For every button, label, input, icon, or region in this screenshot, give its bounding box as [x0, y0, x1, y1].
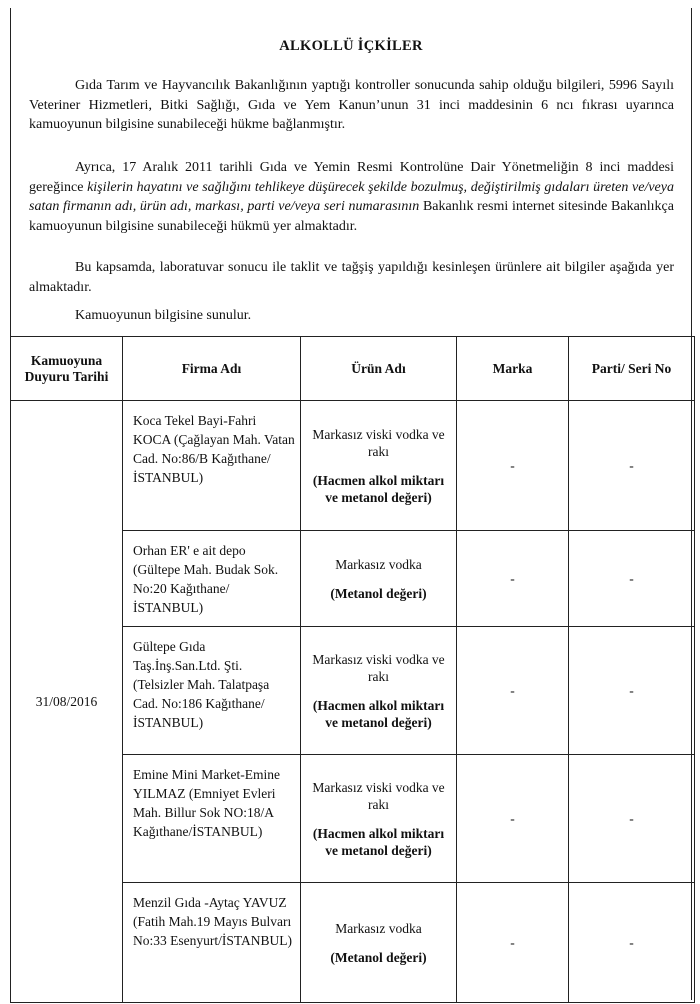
- table-header-row: [11, 337, 695, 401]
- paragraph-scope: [29, 258, 674, 297]
- analysis-note: (Metanol değeri): [330, 949, 427, 965]
- header-firm-name: Firma Adı: [123, 337, 301, 401]
- analysis-note: (Metanol değeri): [330, 585, 427, 601]
- paragraph-regulation-text-c: Bakanlık resmi internet sitesinde Bakanlıkça kamuoyunun bilgisine sunabileceği hükmü yer almaktadır.: [29, 199, 674, 234]
- product-cell: [301, 755, 457, 883]
- announcement-date-cell: 31/08/2016: [11, 401, 123, 1003]
- product-cell: [301, 883, 457, 1003]
- firm-cell: Menzil Gıda -Aytaç YAVUZ (Fatih Mah.19 Mayıs Bulvarı No:33 Esenyurt/İSTANBUL): [123, 883, 301, 1003]
- paragraph-scope-text: Bu kapsamda, laboratuvar sonucu ile taklit ve tağşiş yapıldığı kesinleşen ürünlere ait bilgiler aşağıda yer almaktadır.: [29, 260, 674, 295]
- lot-cell: -: [569, 755, 695, 883]
- firm-cell: Koca Tekel Bayi-Fahri KOCA (Çağlayan Mah. Vatan Cad. No:86/B Kağıthane/İSTANBUL): [123, 401, 301, 531]
- paragraph-regulation: [29, 158, 674, 236]
- brand-cell: -: [457, 627, 569, 755]
- paragraph-regulation-text-a: Ayrıca, 17 Aralık 2011 tarihli Gıda ve Yemin Resmi Kontrolüne Dair Yönetmeliğin 8 inci maddesi gereğince: [29, 160, 674, 195]
- analysis-note: (Hacmen alkol miktarı ve metanol değeri): [312, 825, 445, 858]
- brand-cell: -: [457, 755, 569, 883]
- product-name: Markasız viski vodka ve rakı: [312, 651, 445, 684]
- product-cell: [301, 627, 457, 755]
- table-row: [11, 401, 695, 531]
- header-announcement-date: Kamuoyuna Duyuru Tarihi: [11, 337, 123, 401]
- firm-cell: Orhan ER' e ait depo (Gültepe Mah. Budak Sok. No:20 Kağıthane/İSTANBUL): [123, 531, 301, 627]
- lot-cell: -: [569, 401, 695, 531]
- paragraph-regulation-emphasis: kişilerin hayatını ve sağlığını tehlikeye düşürecek şekilde bozulmuş, değiştirilmiş gıdaları üreten ve/veya satan firmanın adı, ürün adı, markası, parti ve/veya seri numarasının: [29, 179, 674, 214]
- products-table: [10, 336, 695, 1003]
- header-lot-number: Parti/ Seri No: [569, 337, 695, 401]
- paragraph-announcement: [29, 306, 674, 326]
- firm-cell: Emine Mini Market-Emine YILMAZ (Emniyet Evleri Mah. Billur Sok NO:18/A Kağıthane/İSTANBUL): [123, 755, 301, 883]
- paragraph-announcement-text: Kamuoyunun bilgisine sunulur.: [75, 308, 252, 323]
- paragraph-legal-basis-text: Gıda Tarım ve Hayvancılık Bakanlığının yaptığı kontroller sonucunda sahip olduğu bilgileri, 5996 Sayılı Veteriner Hizmetleri, Bitki Sağlığı, Gıda ve Yem Kanun’unun 31 inci maddesinin 6 ncı fıkrası uyarınca kamuoyunun bilgisine sunabileceği hükme bağlanmıştır.: [29, 78, 674, 132]
- analysis-note: (Hacmen alkol miktarı ve metanol değeri): [312, 472, 445, 505]
- paragraph-legal-basis: [29, 76, 674, 135]
- lot-cell: -: [569, 627, 695, 755]
- header-brand: Marka: [457, 337, 569, 401]
- product-name: Markasız vodka: [335, 556, 422, 572]
- product-name: Markasız viski vodka ve rakı: [312, 426, 445, 459]
- header-product-name: Ürün Adı: [301, 337, 457, 401]
- product-name: Markasız viski vodka ve rakı: [312, 779, 445, 812]
- document-page: [10, 8, 692, 1000]
- product-cell: [301, 531, 457, 627]
- brand-cell: -: [457, 883, 569, 1003]
- product-name: Markasız vodka: [335, 920, 422, 936]
- analysis-note: (Hacmen alkol miktarı ve metanol değeri): [312, 697, 445, 730]
- brand-cell: -: [457, 401, 569, 531]
- firm-cell: Gültepe Gıda Taş.İnş.San.Ltd. Şti. (Telsizler Mah. Talatpaşa Cad. No:186 Kağıthane/İSTANBUL): [123, 627, 301, 755]
- product-cell: [301, 401, 457, 531]
- lot-cell: -: [569, 531, 695, 627]
- brand-cell: -: [457, 531, 569, 627]
- lot-cell: -: [569, 883, 695, 1003]
- document-title: ALKOLLÜ İÇKİLER: [279, 38, 423, 54]
